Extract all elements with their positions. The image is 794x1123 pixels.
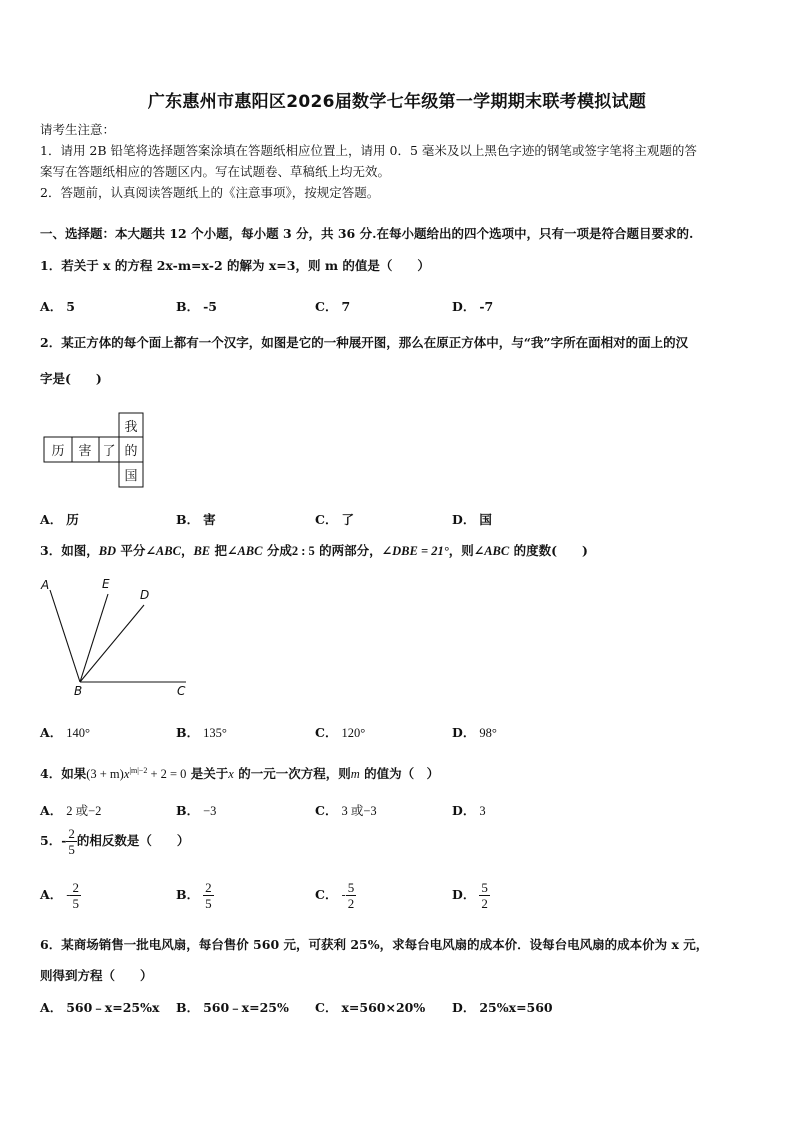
notice-item-1-line-2: 案写在答题纸相应的答题区内。写在试题卷、草稿纸上均无效。	[40, 164, 391, 179]
net-char-4: 我	[124, 420, 138, 435]
ray-be	[80, 594, 108, 682]
q1-option-c: C． 7	[315, 299, 351, 314]
question-2-stem-line-1: 2．某正方体的每个面上都有一个汉字，如图是它的一种展开图，那么在原正方体中，与“我”字所在面相对的面上的汉	[40, 335, 689, 350]
q4-option-c: C． 3 或−3	[315, 803, 377, 818]
net-char-3: 了	[102, 444, 116, 459]
notice-item-2: 2．答题前，认真阅读答题纸上的《注意事项》，按规定答题。	[40, 185, 380, 200]
q3-option-b: B． 135°	[176, 725, 227, 740]
notice-item-1-line-1: 1．请用 2B 铅笔将选择题答案涂填在答题纸相应位置上，请用 0．5 毫米及以上黑色字迹的钢笔或签字笔将主观题的答	[40, 143, 697, 158]
ray-bd	[80, 605, 144, 682]
cube-net-figure	[40, 410, 150, 492]
q1-option-d: D． -7	[452, 299, 494, 314]
net-char-2: 害	[78, 444, 92, 459]
point-label-c: C	[177, 684, 186, 698]
q3-option-a: A． 140°	[40, 725, 90, 740]
q1-option-b: B． -5	[176, 299, 217, 314]
question-1-stem: 1．若关于 x 的方程 2x-m=x-2 的解为 x=3，则 m 的值是（ ）	[40, 258, 430, 273]
q1-option-a: A． 5	[40, 299, 75, 314]
q6-option-d: D． 25%x=560	[452, 1000, 553, 1015]
q2-option-a: A． 历	[40, 512, 79, 527]
q5-fraction: $\frac{2}{5}$	[68, 826, 75, 857]
q2-option-d: D． 国	[452, 512, 492, 527]
q6-option-c: C． x=560×20%	[315, 1000, 426, 1015]
notice-heading: 请考生注意：	[40, 122, 116, 137]
q2-option-c: C． 了	[315, 512, 354, 527]
net-char-1: 历	[51, 444, 65, 459]
q2-option-b: B． 害	[176, 512, 216, 527]
q3-option-d: D． 98°	[452, 725, 497, 740]
net-char-6: 国	[124, 469, 138, 484]
question-3-options	[40, 723, 758, 743]
q5-option-d: D． $\frac{5}{2}$	[452, 880, 488, 911]
q5-option-b: B． $\frac{2}{5}$	[176, 880, 212, 911]
point-label-e: E	[102, 577, 110, 591]
question-6-stem-line-2: 则得到方程（ ）	[40, 968, 153, 983]
question-3-stem: 3．如图，BD 平分∠ABC，BE 把∠ABC 分成2 : 5 的两部分，∠DBE = 21°，则∠ABC 的度数( )	[40, 543, 588, 558]
page-title: 广东惠州市惠阳区2026届数学七年级第一学期期末联考模拟试题	[147, 92, 647, 112]
question-2-stem-line-2: 字是( )	[40, 371, 102, 386]
net-char-5: 的	[124, 444, 138, 459]
section-heading: 一、选择题：本大题共 12 个小题，每小题 3 分，共 36 分.在每小题给出的四个选项中，只有一项是符合题目要求的.	[40, 226, 694, 241]
ray-ba	[50, 590, 80, 682]
q6-option-b: B． 560﹣x=25%	[176, 1000, 289, 1015]
question-4-options	[40, 801, 758, 821]
q6-option-a: A． 560﹣x=25%x	[40, 1000, 160, 1015]
question-1-options	[40, 297, 758, 317]
question-5-options	[40, 880, 758, 920]
angle-figure	[36, 574, 196, 698]
point-label-d: D	[140, 588, 150, 602]
point-label-a: A	[41, 578, 50, 592]
question-5-stem: 5．- $\frac{2}{5}$ 的相反数是（ ）	[40, 826, 190, 857]
q4-option-d: D． 3	[452, 803, 486, 818]
q5-option-a: A． - $\frac{2}{5}$	[40, 880, 79, 911]
q3-option-c: C． 120°	[315, 725, 366, 740]
q5-option-c: C． - $\frac{5}{2}$	[315, 880, 355, 911]
question-6-stem-line-1: 6．某商场销售一批电风扇，每台售价 560 元，可获利 25%，求每台电风扇的成本价．设每台电风扇的成本价为 x 元，	[40, 937, 709, 952]
question-6-options	[40, 998, 758, 1018]
q4-option-a: A． 2 或−2	[40, 803, 102, 818]
question-4-stem: 4．如果$(3 + m)x^{|m|-2} + 2 = 0$ 是关于x 的一元一次方程，则m 的值为（ ）	[40, 765, 440, 781]
question-2-options	[40, 510, 758, 530]
point-label-b: B	[74, 684, 83, 698]
q4-option-b: B． −3	[176, 803, 217, 818]
